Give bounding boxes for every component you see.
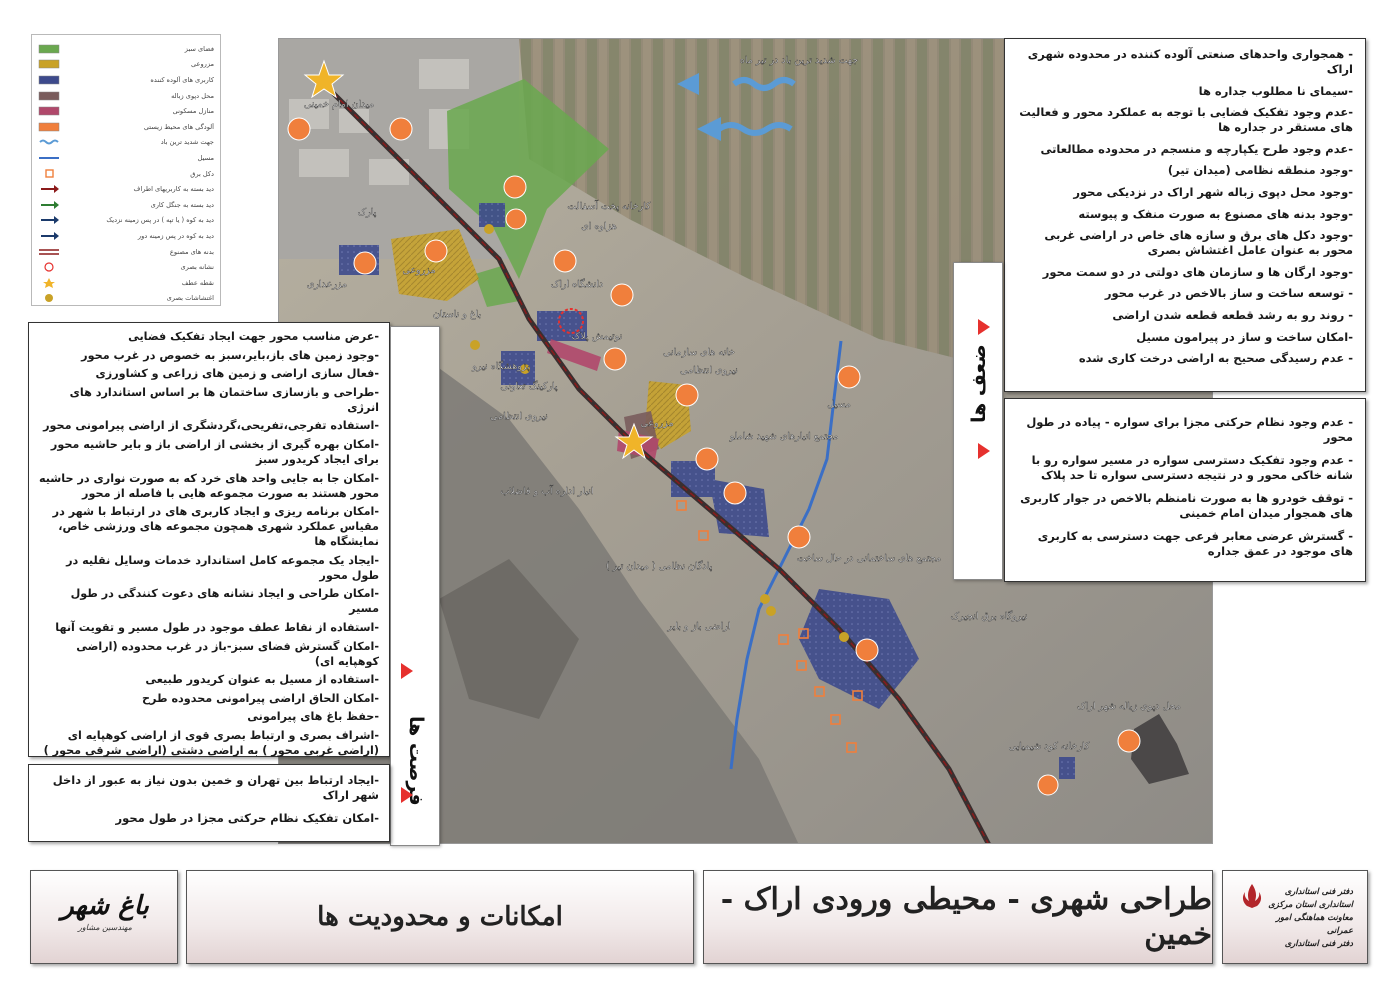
- organization-box: [1222, 870, 1368, 964]
- opportunity-item: -استفاده از مسیل به عنوان کریدور طبیعی: [145, 673, 379, 687]
- legend-item: [38, 72, 214, 88]
- map-label: نیروی انتظامی: [490, 411, 548, 422]
- legend-item: [38, 119, 214, 135]
- map-label: جهت شدید ترین باد در تیر ماه: [739, 55, 859, 66]
- organization-line: دفتر فنی استانداری: [1284, 886, 1353, 896]
- opportunity-title: فرصت ها: [405, 716, 427, 806]
- legend-item: [38, 150, 214, 166]
- legend-item: [38, 213, 214, 229]
- opportunity-box: [28, 322, 390, 757]
- map-label: پادگان نظامی ( میدان تیر ): [605, 561, 713, 572]
- legend-swatch-icon: [38, 200, 60, 210]
- weakness-item: - عدم رسیدگی صحیح به اراضی درخت کاری شده: [1078, 351, 1353, 366]
- legend-label: فضای سبز: [184, 44, 214, 53]
- legend-swatch-icon: [38, 247, 60, 257]
- opportunity-item: -امکان بهره گیری از بخشی از اراضی باز و بایر حاشیه محور برای ایجاد کریدور سبز: [50, 437, 379, 466]
- map-label: مزرعداری: [306, 279, 348, 290]
- threats-item: - عدم وجود تفکیک دسترسی سواره در مسیر سواره رو با شانه خاکی محور و در نتیجه دسترسی سواره تا حد پلاک: [1031, 453, 1353, 482]
- weakness-item: -عدم وجود تفکیک فضایی با توجه به عملکرد محور و فعالیت های مستقر در جداره ها: [1019, 105, 1353, 135]
- legend-swatch-icon: [38, 59, 60, 69]
- opportunity-item: -استفاده از نقاط عطف موجود در طول مسیر و تقویت آنها: [55, 620, 379, 634]
- legend-item: [38, 57, 214, 73]
- legend-item: [38, 88, 214, 104]
- page-title: طراحی شهری - محیطی ورودی اراک - خمین: [720, 882, 1212, 952]
- map-label: دانشگاه اراک: [550, 279, 604, 290]
- legend-item: [38, 259, 214, 275]
- consultant-logo: [30, 870, 178, 964]
- subtitle-box: [186, 870, 694, 964]
- map-label: باغ و ناستان: [432, 309, 482, 320]
- legend-label: جهت شدید ترین باد: [160, 138, 214, 147]
- map-label: نوتیمش پلاک: [571, 331, 623, 342]
- opportunity-item: -فعال سازی اراضی و زمین های زراعی و کشاورزی: [95, 367, 379, 381]
- legend-swatch-icon: [38, 231, 60, 241]
- legend-swatch-icon: [38, 44, 60, 54]
- page-subtitle: امکانات و محدودیت ها: [317, 902, 563, 932]
- weakness-title: ضعف ها: [968, 344, 990, 423]
- map-label: میدان امام خمینی: [303, 99, 375, 110]
- legend-label: کاربری های آلوده کننده: [150, 75, 214, 84]
- threats-item: - عدم وجود نظام حرکتی مجزا برای سواره - پیاده در طول محور: [1026, 415, 1353, 444]
- opportunity-item: -حفظ باغ های پیرامونی: [247, 710, 379, 724]
- strength-item: -امکان تفکیک نظام حرکتی مجزا در طول محور: [115, 811, 379, 825]
- arrow-icon: [401, 663, 413, 679]
- legend-item: [38, 181, 214, 197]
- legend-swatch-icon: [38, 293, 60, 303]
- organization-line: دفتر فنی استانداری: [1284, 938, 1353, 948]
- legend-label: آلودگی های محیط زیستی: [143, 122, 214, 131]
- map-label: انبار اداره آب و فاضلاب: [500, 486, 594, 497]
- arrow-icon: [978, 443, 990, 459]
- weakness-item: - روند رو به رشد قطعه قطعه شدن اراضی: [1112, 307, 1353, 322]
- map-legend: [31, 34, 221, 306]
- weakness-item: -وجود ارگان ها و سازمان های دولتی در دو سمت محور: [1042, 264, 1353, 279]
- legend-label: مزروعی: [191, 60, 214, 69]
- legend-item: [38, 166, 214, 182]
- weakness-item: -وجود بدنه های مصنوع به صورت منفک و پیوسته: [1078, 206, 1353, 221]
- organization-line: استانداری استان مرکزی: [1268, 899, 1353, 909]
- opportunity-item: -امکان جا به جایی واحد های خرد که به صورت نواری در حاشیه محور هستند به صورت مجموعه هایی با فاصله از محور: [38, 471, 379, 500]
- weakness-item: - همجواری واحدهای صنعتی آلوده کننده در محدوده شهری اراک: [1027, 47, 1353, 76]
- legend-swatch-icon: [38, 184, 60, 194]
- weakness-item: -سیمای نا مطلوب جداره ها: [1198, 83, 1353, 98]
- arrow-icon: [978, 319, 990, 335]
- map-label: اراضی باز و بایر: [667, 621, 731, 632]
- opportunity-item: -اشراف بصری و ارتباط بصری قوی از اراضی کوهپایه ای (اراضی غربی محور ) به اراضی دشتی (اراضی شرقی محور ): [43, 728, 379, 757]
- legend-swatch-icon: [38, 91, 60, 101]
- organization-lines: [1259, 885, 1353, 950]
- opportunity-item: -وجود زمین های باز،بایر،سبز به خصوص در غرب محور: [81, 348, 379, 362]
- legend-item: [38, 103, 214, 119]
- strength-list: [37, 773, 379, 826]
- opportunity-item: -امکان طراحی و ایجاد نشانه های دعوت کنندگی در طول مسیر: [70, 587, 379, 616]
- weakness-box: [1004, 38, 1366, 392]
- legend-label: نشانه بصری: [180, 263, 214, 272]
- opportunity-item: -امکان برنامه ریزی و ایجاد کاربری های در ارتباط با شهر در مقیاس عملکرد شهری همچون مجموعه های ورزشی خاص، نمایشگاه ها: [52, 505, 379, 549]
- map-label: پارکینگ تعاونی: [500, 381, 558, 392]
- legend-label: دید به کوه ( یا تپه ) در پس زمینه نزدیک: [106, 216, 214, 225]
- consultant-name: باغ شهر: [61, 891, 149, 921]
- legend-swatch-icon: [38, 262, 60, 272]
- threats-item: - توقف خودرو ها به صورت نامنظم بالاخص در جوار کاربری های همجوار میدان امام خمینی: [1020, 491, 1353, 520]
- opportunity-item: -امکان الحاق اراضی پیرامونی محدوده طرح: [141, 691, 379, 705]
- legend-swatch-icon: [38, 137, 60, 147]
- map-label: مسیل: [827, 399, 851, 410]
- legend-swatch-icon: [38, 278, 60, 288]
- legend-label: منازل مسکونی: [172, 107, 214, 116]
- map-label: مجتمع های ساختمانی در حال ساخت: [796, 553, 942, 564]
- threats-item: - گسترش عرضی معابر فرعی جهت دسترسی به کاربری های موجود در عمق جداره: [1037, 529, 1353, 558]
- map-label: هزاوه ای: [581, 221, 617, 232]
- opportunity-item: -طراحی و بازسازی ساختمان ها بر اساس استاندارد های انرژی: [69, 385, 379, 414]
- arrow-icon: [401, 787, 413, 803]
- opportunity-tab: [390, 326, 440, 846]
- legend-item: [38, 291, 214, 307]
- strength-box: [28, 764, 390, 842]
- weakness-item: - توسعه ساخت و ساز بالاخص در غرب محور: [1104, 286, 1353, 301]
- legend-label: دکل برق: [190, 169, 214, 178]
- weakness-tab: [953, 262, 1003, 580]
- legend-swatch-icon: [38, 75, 60, 85]
- consultant-sub: مهندسین مشاور: [78, 923, 132, 932]
- weakness-list: [1013, 47, 1353, 366]
- legend-swatch-icon: [38, 122, 60, 132]
- legend-label: محل دپوی زباله: [171, 91, 214, 100]
- legend-item: [38, 244, 214, 260]
- legend-item: [38, 41, 214, 57]
- map-label: مجتمع انبارهای شهید شاملو: [729, 431, 839, 442]
- threats-list: [1013, 415, 1353, 559]
- weakness-item: -امکان ساخت و ساز در پیرامون مسیل: [1136, 329, 1353, 344]
- legend-label: دید بسته به جنگل کاری: [150, 200, 214, 209]
- legend-label: دید به کوه در پس زمینه دور: [137, 231, 214, 240]
- map-label: مزروعی: [402, 265, 436, 276]
- opportunity-item: -استفاده تفرجی،تفریحی،گردشگری از اراضی پیرامونی محور: [43, 419, 379, 433]
- legend-swatch-icon: [38, 153, 60, 163]
- opportunity-item: -ایجاد یک مجموعه کامل استاندارد خدمات وسایل نقلیه در طول محور: [66, 553, 379, 582]
- legend-item: [38, 228, 214, 244]
- weakness-item: -وجود منطقه نظامی (میدان تیر): [1167, 163, 1353, 178]
- weakness-item: -وجود محل دپوی زباله شهر اراک در نزدیکی محور: [1073, 184, 1353, 199]
- legend-item: [38, 135, 214, 151]
- opportunity-item: -عرض مناسب محور جهت ایجاد تفکیک فضایی: [128, 330, 379, 343]
- organization-line: معاونت هماهنگی امور عمرانی: [1275, 912, 1353, 935]
- map-label: نیروی انتظامی: [680, 365, 738, 376]
- map-label: کارخانه پخت آسفالت: [567, 201, 651, 212]
- legend-label: بدنه های مصنوع: [169, 247, 214, 256]
- strength-item: -ایجاد ارتباط بین تهران و خمین بدون نیاز به عبور از داخل شهر اراک: [52, 773, 379, 802]
- map-label: محل دپوی زباله شهر اراک: [1077, 701, 1181, 712]
- legend-swatch-icon: [38, 106, 60, 116]
- map-label: پژوهشگاه نیرو: [472, 361, 530, 372]
- title-box: [703, 870, 1213, 964]
- map-label: نیروگاه برق انجیرک: [950, 611, 1028, 622]
- legend-label: نقطه عطف: [181, 278, 214, 287]
- opportunity-item: -امکان گسترش فضای سبز-باز در غرب محدوده (اراضی کوهپایه ای): [76, 639, 379, 668]
- map-label: مزروعی: [640, 418, 674, 429]
- legend-item: [38, 197, 214, 213]
- legend-label: اغتشاشات بصری: [166, 294, 214, 303]
- map-label: خانه های سازمانی: [663, 347, 735, 358]
- consultant-brand: [55, 889, 155, 932]
- map-label: کارخانه کود شیمیایی: [1008, 741, 1090, 752]
- legend-swatch-icon: [38, 169, 60, 179]
- legend-label: مسیل: [197, 153, 214, 162]
- legend-swatch-icon: [38, 215, 60, 225]
- threats-box: [1004, 398, 1366, 582]
- legend-item: [38, 275, 214, 291]
- opportunity-list: [37, 329, 379, 758]
- legend-label: دید بسته به کاربریهای اطراف: [133, 185, 214, 194]
- weakness-item: -عدم وجود طرح یکپارچه و منسجم در محدوده مطالعاتی: [1040, 141, 1353, 156]
- map-label: پارک: [357, 207, 377, 218]
- weakness-item: -وجود دکل های برق و سازه های خاص در اراضی غربی محور به عنوان عامل اغتشاش بصری: [1044, 228, 1353, 258]
